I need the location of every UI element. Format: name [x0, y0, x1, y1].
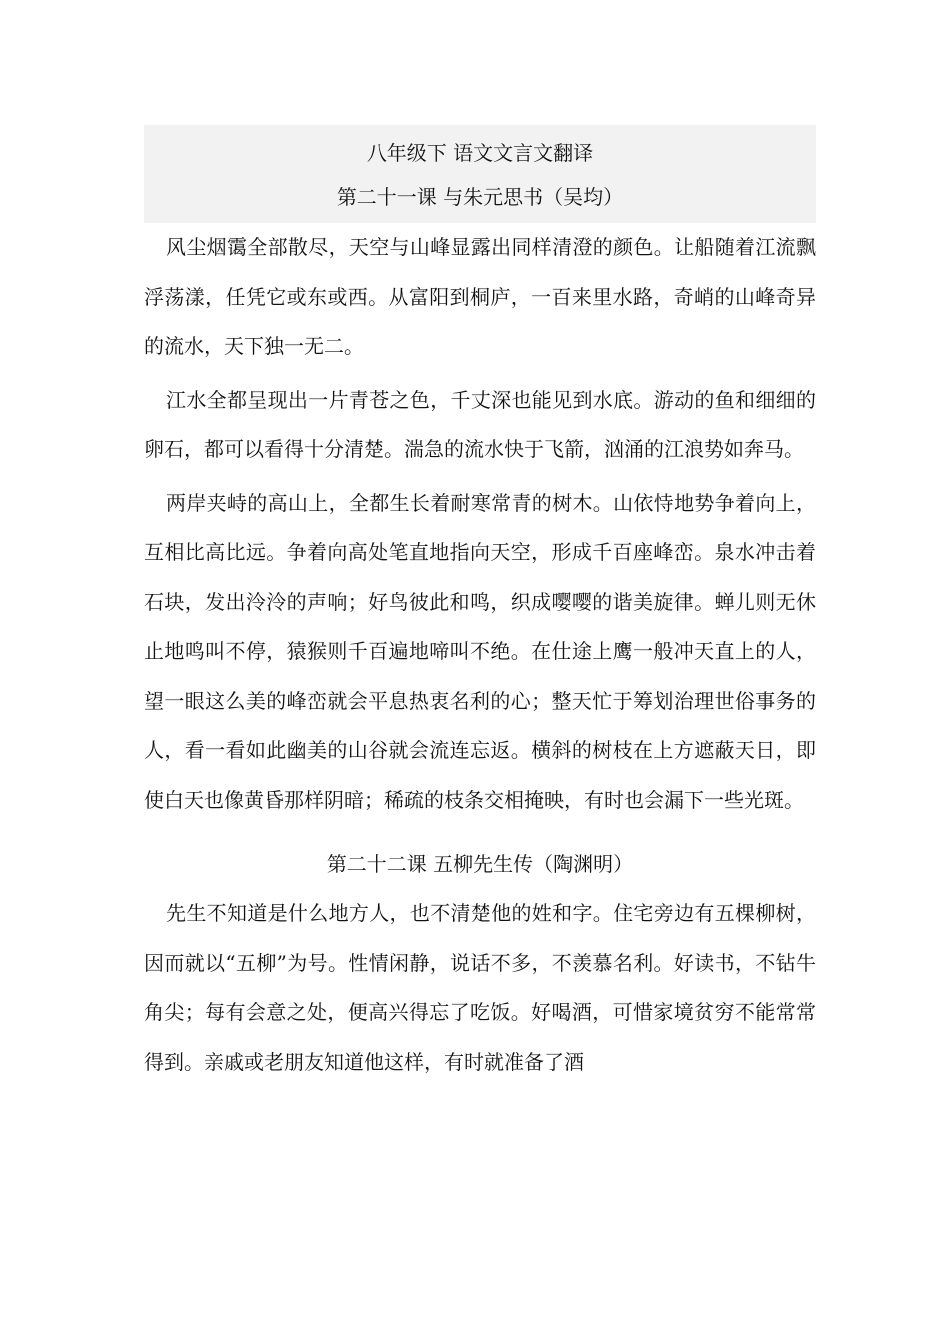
lesson-21-body: [144, 223, 816, 825]
lesson-22-body: [144, 889, 816, 1087]
lesson-21-paragraph-1: 风尘烟霭全部散尽，天空与山峰显露出同样清澄的颜色。让船随着江流飘浮荡漾，任凭它或东或西。从富阳到桐庐，一百来里水路，奇峭的山峰奇异的流水，天下独一无二。: [144, 235, 816, 358]
document-title: 八年级下 语文文言文翻译: [366, 141, 594, 165]
lesson-21-paragraph-3: 两岸夹峙的高山上，全都生长着耐寒常青的树木。山依恃地势争着向上，互相比高比远。争着向高处笔直地指向天空，形成千百座峰峦。泉水冲击着石块，发出泠泠的声响；好鸟彼此和鸣，织成嘤嘤的谐美旋律。蝉儿则无休止地鸣叫不停，猿猴则千百遍地啼叫不绝。在仕途上鹰一般冲天直上的人，望一眼这么美的峰峦就会平息热衷名利的心；整天忙于筹划治理世俗事务的人，看一看如此幽美的山谷就会流连忘返。横斜的树枝在上方遮蔽天日，即使白天也像黄昏那样阴暗；稀疏的枝条交相掩映，有时也会漏下一些光斑。: [144, 490, 816, 812]
lesson-22-title: 第二十二课 五柳先生传（陶渊明）: [326, 852, 634, 876]
lesson-22-paragraph-1: 先生不知道是什么地方人，也不清楚他的姓和字。住宅旁边有五棵柳树，因而就以“五柳”为号。性情闲静，说话不多，不羡慕名利。好读书，不钻牛角尖；每有会意之处，便高兴得忘了吃饭。好喝酒，可惜家境贫穷不能常常得到。亲戚或老朋友知道他这样，有时就准备了酒: [144, 901, 816, 1074]
lesson-21-paragraph-2: 江水全都呈现出一片青苍之色，千丈深也能见到水底。游动的鱼和细细的卵石，都可以看得十分清楚。湍急的流水快于飞箭，汹涌的江浪势如奔马。: [144, 387, 816, 461]
lesson-21-title: 第二十一课 与朱元思书（吴均）: [336, 185, 624, 209]
header-band: [144, 125, 816, 223]
document-page: [144, 125, 816, 1091]
